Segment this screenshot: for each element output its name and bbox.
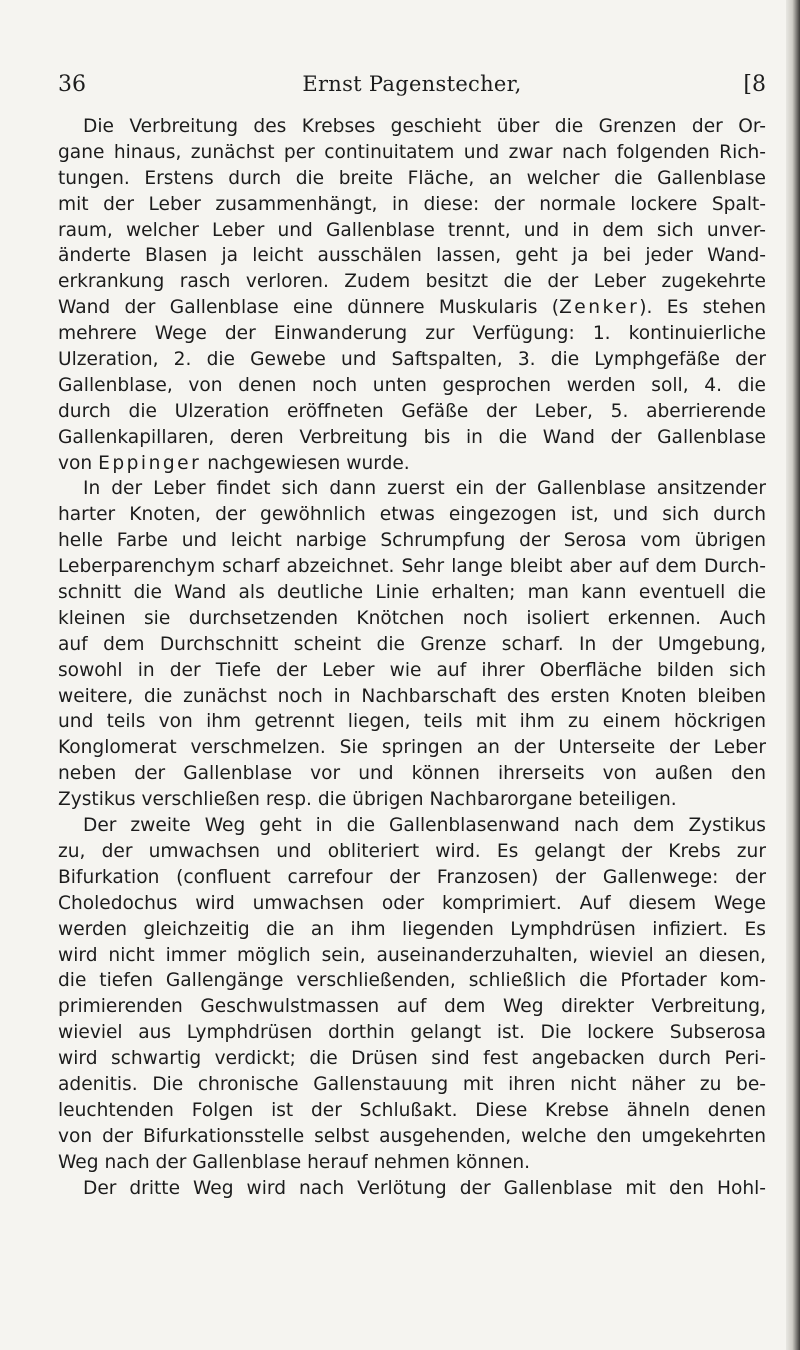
text-line: raum, welcher Leber und Gallenblase trennt, und in dem sich unver-	[58, 219, 766, 241]
text-line: schnitt die Wand als deutliche Linie erhalten; man kann eventuell die	[58, 582, 766, 604]
text-line: Gallenblase, von denen noch unten gesprochen werden soll, 4. die	[58, 374, 766, 396]
spaced-name: Zenker	[559, 297, 640, 319]
text-line: Der dritte Weg wird nach Verlötung der Gallenblase mit den Hohl-	[83, 1177, 766, 1199]
body-text	[58, 114, 766, 1201]
text-line: durch die Ulzeration eröffneten Gefäße der Leber, 5. aberrierende	[58, 400, 766, 422]
text-line: und teils von ihm getrennt liegen, teils mit ihm zu einem höckrigen	[58, 711, 766, 733]
text-line: gane hinaus, zunächst per continuitatem und zwar nach folgenden Rich-	[58, 141, 766, 163]
running-head: Ernst Pagenstecher,	[302, 72, 522, 96]
page-number: 36	[58, 72, 86, 97]
text-line: von Eppinger nachgewiesen wurde.	[58, 452, 410, 474]
text-line: sowohl in der Tiefe der Leber wie auf ihrer Oberfläche bilden sich	[58, 659, 766, 681]
text-line: mit der Leber zusammenhängt, in diese: der normale lockere Spalt-	[58, 193, 766, 215]
text-line: Zystikus verschließen resp. die übrigen Nachbarorgane beteiligen.	[58, 789, 677, 811]
page-header	[58, 72, 766, 102]
text-line: Weg nach der Gallenblase herauf nehmen können.	[58, 1151, 531, 1173]
text-line: die tiefen Gallengänge verschließenden, schließlich die Pfortader kom-	[58, 970, 766, 992]
text-line: neben der Gallenblase vor und können ihrerseits von außen den	[58, 763, 766, 785]
text-line: Leberparenchym scharf abzeichnet. Sehr lange bleibt aber auf dem Durch-	[58, 556, 766, 578]
page-edge-shadow	[786, 0, 800, 1350]
text-line: helle Farbe und leicht narbige Schrumpfung der Serosa vom übrigen	[58, 530, 766, 552]
text-line: harter Knoten, der gewöhnlich etwas eingezogen ist, und sich durch	[58, 504, 766, 526]
text-line: Choledochus wird umwachsen oder komprimiert. Auf diesem Wege	[58, 892, 766, 914]
text-line: Gallenkapillaren, deren Verbreitung bis in die Wand der Gallenblase	[58, 426, 766, 448]
text-line: tungen. Erstens durch die breite Fläche, an welcher die Gallenblase	[58, 167, 766, 189]
text-line: wird schwartig verdickt; die Drüsen sind fest angebacken durch Peri-	[58, 1048, 766, 1070]
text-line: änderte Blasen ja leicht ausschälen lassen, geht ja bei jeder Wand-	[58, 245, 766, 267]
text-line: zu, der umwachsen und obliteriert wird. Es gelangt der Krebs zur	[58, 840, 766, 862]
text-line: mehrere Wege der Einwanderung zur Verfügung: 1. kontinuierliche	[58, 323, 766, 345]
text-line: werden gleichzeitig die an ihm liegenden Lymphdrüsen infiziert. Es	[58, 918, 766, 940]
spaced-name: Eppinger	[98, 452, 202, 474]
text-line: Bifurkation (confluent carrefour der Franzosen) der Gallenwege: der	[58, 866, 766, 888]
text-line: leuchtenden Folgen ist der Schlußakt. Diese Krebse ähneln denen	[58, 1099, 766, 1121]
text-line: kleinen sie durchsetzenden Knötchen noch isoliert erkennen. Auch	[58, 607, 766, 629]
section-mark: [8	[743, 72, 766, 97]
text-line: Konglomerat verschmelzen. Sie springen an der Unterseite der Leber	[58, 737, 766, 759]
text-line: Die Verbreitung des Krebses geschieht über die Grenzen der Or-	[83, 116, 766, 137]
text-line: In der Leber findet sich dann zuerst ein der Gallenblase ansitzender	[83, 478, 766, 500]
text-line: weitere, die zunächst noch in Nachbarschaft des ersten Knoten bleiben	[58, 685, 766, 707]
text-line: erkrankung rasch verloren. Zudem besitzt die der Leber zugekehrte	[58, 271, 766, 293]
text-line: adenitis. Die chronische Gallenstauung mit ihren nicht näher zu be-	[58, 1073, 766, 1095]
text-line: wieviel aus Lymphdrüsen dorthin gelangt ist. Die lockere Subserosa	[58, 1022, 766, 1044]
text-line: Der zweite Weg geht in die Gallenblasenwand nach dem Zystikus	[83, 815, 766, 837]
text-line: wird nicht immer möglich sein, auseinanderzuhalten, wieviel an diesen,	[58, 944, 766, 966]
text-line: Wand der Gallenblase eine dünnere Muskularis (Zenker). Es stehen	[58, 297, 766, 319]
text-line: auf dem Durchschnitt scheint die Grenze scharf. In der Umgebung,	[58, 633, 766, 655]
text-line: Ulzeration, 2. die Gewebe und Saftspalten, 3. die Lymphgefäße der	[58, 349, 766, 371]
text-line: primierenden Geschwulstmassen auf dem Weg direkter Verbreitung,	[58, 996, 766, 1018]
text-line: von der Bifurkationsstelle selbst ausgehenden, welche den umgekehrten	[58, 1125, 766, 1147]
